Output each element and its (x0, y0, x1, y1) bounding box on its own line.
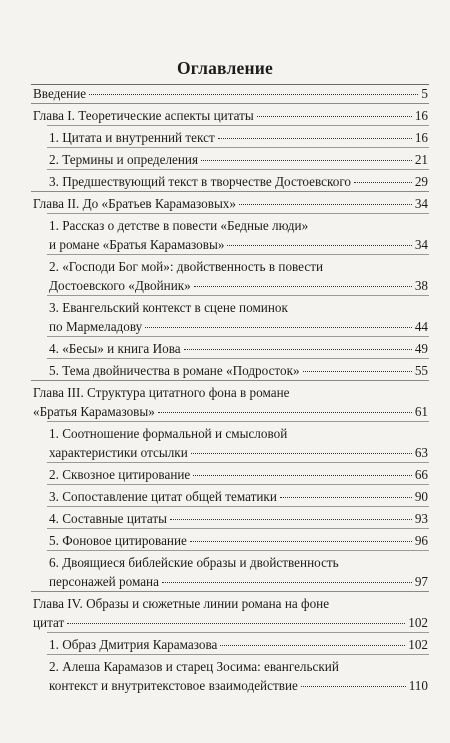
dot-leader (191, 452, 412, 454)
dot-leader (190, 540, 412, 542)
toc-entry-text: Глава III. Структура цитатного фона в романе (33, 385, 290, 400)
toc-entry-text: 3. Евангельский контекст в сцене поминок (49, 300, 288, 315)
toc-page-number: 16 (414, 108, 428, 123)
toc-page-number: 66 (414, 467, 428, 482)
toc-entry-text: 4. Составные цитаты (49, 511, 168, 526)
dot-leader (184, 348, 412, 350)
toc-page-number: 110 (408, 678, 428, 693)
toc-section-entry (0, 254, 450, 295)
dot-leader (162, 581, 412, 583)
toc-page-number: 38 (414, 278, 428, 293)
toc-entry-text: 5. Фоновое цитирование (49, 533, 187, 548)
dot-leader (301, 685, 406, 687)
toc-page-number: 49 (414, 341, 428, 356)
toc-chapter-entry (0, 591, 450, 632)
toc-entry-text: 5. Тема двойничества в романе «Подросток» (49, 363, 300, 378)
toc-page-number: 102 (408, 637, 428, 652)
toc-section-entry (0, 550, 450, 591)
toc-section-entry (0, 632, 450, 654)
toc-page-number: 102 (408, 615, 428, 630)
toc-entry-text: цитат (33, 615, 65, 630)
dot-leader (158, 411, 412, 413)
dot-leader (257, 115, 412, 117)
page-title: Оглавление (177, 58, 273, 78)
toc-page-number: 5 (421, 86, 428, 101)
dot-leader (89, 93, 418, 95)
toc-entry-text: 2. «Господи Бог мой»: двойственность в повести (49, 259, 324, 274)
toc-section-entry (0, 125, 450, 147)
toc-entry-text: Глава II. До «Братьев Карамазовых» (33, 196, 236, 211)
toc-page-number: 34 (414, 196, 428, 211)
toc-entry-text: и романе «Братья Карамазовы» (49, 237, 225, 252)
toc-entry-text: контекст и внутритекстовое взаимодействие (49, 678, 298, 693)
dot-leader (354, 181, 412, 183)
dot-leader (193, 474, 412, 476)
toc-section-entry (0, 421, 450, 462)
toc-page-number: 29 (414, 174, 428, 189)
toc-section-entry (0, 358, 450, 380)
dot-leader (145, 326, 412, 328)
toc-entry-text: Введение (33, 86, 87, 101)
toc-section-entry (0, 213, 450, 254)
toc-entry-text: 4. «Бесы» и книга Иова (49, 341, 181, 356)
toc-entry-text: персонажей романа (49, 574, 159, 589)
toc-entry-text: 3. Предшествующий текст в творчестве Достоевского (49, 174, 352, 189)
toc-entry-text: 2. Термины и определения (49, 152, 199, 167)
toc-chapter-entry (0, 84, 450, 103)
dot-leader (170, 518, 412, 520)
toc-entry-text: 3. Сопоставление цитат общей тематики (49, 489, 277, 504)
toc-section-entry (0, 462, 450, 484)
toc-page-number: 55 (414, 363, 428, 378)
toc-page-number: 63 (414, 445, 428, 460)
toc-section-entry (0, 654, 450, 695)
dot-leader (194, 285, 412, 287)
toc-entry-text: 6. Двоящиеся библейские образы и двойственность (49, 555, 339, 570)
toc-section-entry (0, 169, 450, 191)
toc-page-number: 21 (414, 152, 428, 167)
toc-entry-text: 1. Соотношение формальной и смысловой (49, 426, 288, 441)
toc-page-number: 61 (414, 404, 428, 419)
toc-page-number: 90 (414, 489, 428, 504)
toc-entry-text: характеристики отсылки (49, 445, 188, 460)
toc-chapter-entry (0, 103, 450, 125)
toc-section-entry (0, 484, 450, 506)
dot-leader (303, 370, 412, 372)
toc-section-entry (0, 528, 450, 550)
dot-leader (220, 644, 405, 646)
dot-leader (201, 159, 412, 161)
toc-entry-text: 1. Цитата и внутренний текст (49, 130, 215, 145)
toc-chapter-entry (0, 380, 450, 421)
toc-entry-text: Достоевского «Двойник» (49, 278, 191, 293)
toc-entry-text: 2. Алеша Карамазов и старец Зосима: евангельский (49, 659, 339, 674)
toc-entry-text: Глава IV. Образы и сюжетные линии романа на фоне (33, 596, 330, 611)
table-of-contents (0, 84, 450, 695)
toc-entry-text: Глава I. Теоретические аспекты цитаты (33, 108, 254, 123)
toc-page-number: 93 (414, 511, 428, 526)
toc-page-number: 34 (414, 237, 428, 252)
dot-leader (280, 496, 412, 498)
toc-section-entry (0, 295, 450, 336)
toc-section-entry (0, 147, 450, 169)
toc-page-number: 44 (414, 319, 428, 334)
dot-leader (67, 622, 405, 624)
toc-page-number: 97 (414, 574, 428, 589)
dot-leader (239, 203, 412, 205)
toc-entry-text: «Братья Карамазовы» (33, 404, 155, 419)
toc-chapter-entry (0, 191, 450, 213)
toc-section-entry (0, 506, 450, 528)
toc-entry-text: 2. Сквозное цитирование (49, 467, 191, 482)
toc-entry-text: 1. Образ Дмитрия Карамазова (49, 637, 218, 652)
dot-leader (218, 137, 412, 139)
dot-leader (227, 244, 411, 246)
toc-entry-text: 1. Рассказ о детстве в повести «Бедные люди» (49, 218, 309, 233)
toc-page-number: 16 (414, 130, 428, 145)
toc-page-number: 96 (414, 533, 428, 548)
toc-entry-text: по Мармеладову (49, 319, 143, 334)
toc-section-entry (0, 336, 450, 358)
